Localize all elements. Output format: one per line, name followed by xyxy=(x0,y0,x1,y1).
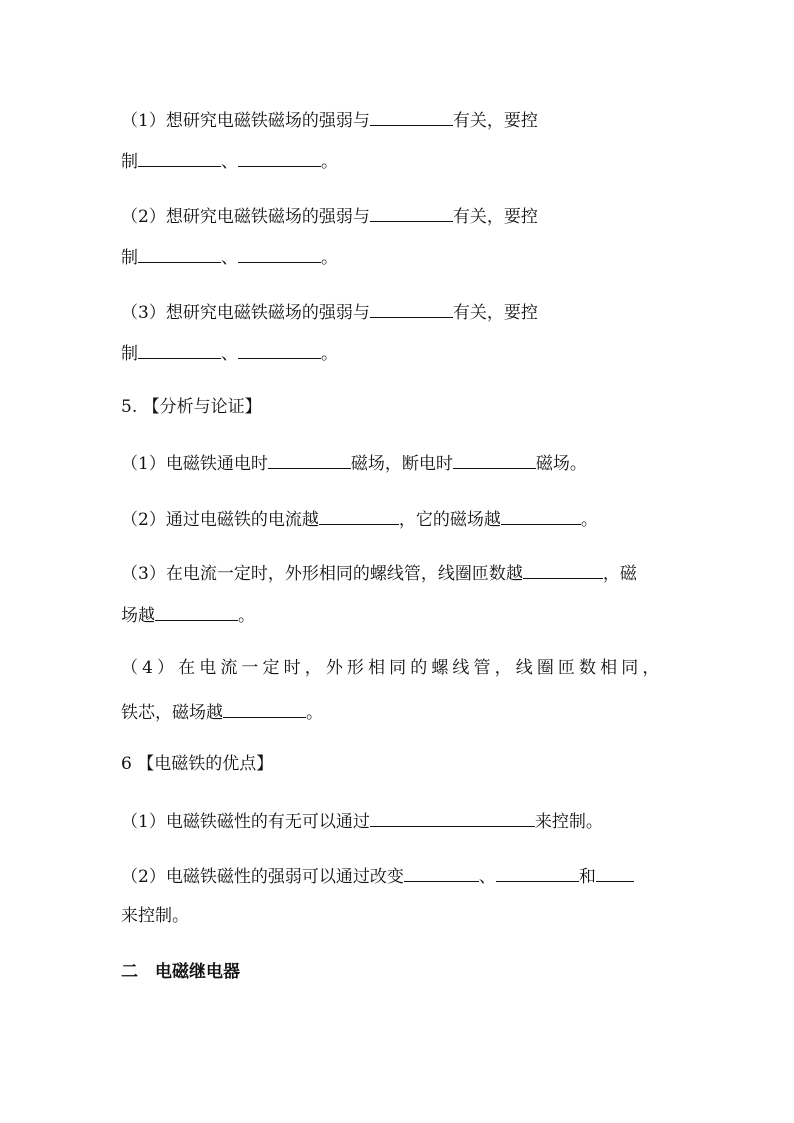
s5-item1 xyxy=(121,450,587,475)
s5-item3-line2 xyxy=(121,602,255,627)
s5-item4-blank-1[interactable] xyxy=(223,699,306,718)
part2-heading xyxy=(121,961,240,983)
s6-item2-line1 xyxy=(121,863,634,888)
s5-item4-text: （4）在电流一定时，外形相同的螺线管，线圈匝数相同， xyxy=(121,658,664,678)
s4-item2-text: （2）想研究电磁铁磁场的强弱与 xyxy=(121,207,370,227)
s6-item2-line2-text: 来控制。 xyxy=(121,906,189,926)
s4-item1-blank-1[interactable] xyxy=(370,107,453,126)
s4-item2-blank-3[interactable] xyxy=(238,244,321,263)
s4-item3-sep: 、 xyxy=(221,344,238,364)
s5-item3-line1 xyxy=(121,560,637,585)
s5-item3-line1-end: ，磁 xyxy=(602,564,637,584)
s4-item2-text-suffix: 有关，要控 xyxy=(452,207,538,227)
s5-heading-text: 5. 【分析与论证】 xyxy=(121,397,262,417)
s4-item3-text: （3）想研究电磁铁磁场的强弱与 xyxy=(121,303,370,323)
s4-item1-sep: 、 xyxy=(221,152,238,172)
s4-item3-blank-2[interactable] xyxy=(138,340,221,359)
s4-item1-end: 。 xyxy=(321,152,338,172)
s6-item1-prefix: （1）电磁铁磁性的有无可以通过 xyxy=(121,812,370,832)
s5-item3-prefix: （3）在电流一定时，外形相同的螺线管，线圈匝数越 xyxy=(121,564,523,584)
part2-heading-text: 二 电磁继电器 xyxy=(121,962,240,982)
s4-item3-line1 xyxy=(121,299,538,324)
s5-item2-mid: ，它的磁场越 xyxy=(398,510,501,530)
s5-item1-blank-2[interactable] xyxy=(453,450,536,469)
s5-item1-blank-1[interactable] xyxy=(268,450,351,469)
s5-item1-mid: 磁场，断电时 xyxy=(350,454,453,474)
s5-item2-end: 。 xyxy=(580,510,598,530)
s5-item3-blank-2[interactable] xyxy=(155,602,238,621)
s5-item4-line2-prefix: 铁芯，磁场越 xyxy=(121,703,223,723)
s5-item3-line2-prefix: 场越 xyxy=(121,606,155,626)
s4-item3-text-suffix: 有关，要控 xyxy=(452,303,538,323)
s6-item2-prefix: （2）电磁铁磁性的强弱可以通过改变 xyxy=(121,867,404,887)
s4-item2-line1 xyxy=(121,203,538,228)
s6-item1 xyxy=(121,808,603,833)
s4-item3-text-prefix2: 制 xyxy=(121,344,138,364)
s4-item3-line2 xyxy=(121,340,338,365)
s4-item1-line2 xyxy=(121,148,338,173)
s5-item4-line2 xyxy=(121,699,323,724)
s5-item2-prefix: （2）通过电磁铁的电流越 xyxy=(121,510,319,530)
s4-item3-end: 。 xyxy=(321,344,338,364)
s4-item1-blank-3[interactable] xyxy=(238,148,321,167)
s6-item2-blank-2[interactable] xyxy=(496,863,579,882)
s4-item1-text-suffix: 有关，要控 xyxy=(452,111,538,131)
s6-item2-blank-1[interactable] xyxy=(404,863,479,882)
s4-item2-line2 xyxy=(121,244,338,269)
s5-item2 xyxy=(121,506,598,531)
s5-item1-prefix: （1）电磁铁通电时 xyxy=(121,454,268,474)
s5-item3-blank-1[interactable] xyxy=(523,560,603,579)
s4-item3-blank-1[interactable] xyxy=(370,299,453,318)
s6-item1-end: 来控制。 xyxy=(534,812,603,832)
s6-item1-blank-1[interactable] xyxy=(370,808,535,827)
s6-item2-sep: 、 xyxy=(478,867,496,887)
s4-item2-sep: 、 xyxy=(221,248,238,268)
s6-item2-and: 和 xyxy=(578,867,596,887)
s4-item2-text-prefix2: 制 xyxy=(121,248,138,268)
s5-item4-line1 xyxy=(121,657,663,679)
s6-heading xyxy=(121,753,273,775)
s5-heading xyxy=(121,396,262,418)
s6-heading-text: 6 【电磁铁的优点】 xyxy=(121,754,274,774)
s4-item2-end: 。 xyxy=(321,248,338,268)
s4-item2-blank-2[interactable] xyxy=(138,244,221,263)
s5-item2-blank-1[interactable] xyxy=(319,506,399,525)
s5-item1-end: 磁场。 xyxy=(535,454,587,474)
s5-item2-blank-2[interactable] xyxy=(501,506,581,525)
s6-item2-blank-3[interactable] xyxy=(596,863,634,882)
s4-item1-blank-2[interactable] xyxy=(138,148,221,167)
s6-item2-line2 xyxy=(121,905,189,927)
s4-item1-line1 xyxy=(121,107,538,132)
s4-item2-blank-1[interactable] xyxy=(370,203,453,222)
s4-item1-text-prefix2: 制 xyxy=(121,152,138,172)
s4-item1-text: （1）想研究电磁铁磁场的强弱与 xyxy=(121,111,370,131)
s4-item3-blank-3[interactable] xyxy=(238,340,321,359)
s5-item4-line2-end: 。 xyxy=(306,703,323,723)
s5-item3-line2-end: 。 xyxy=(238,606,255,626)
